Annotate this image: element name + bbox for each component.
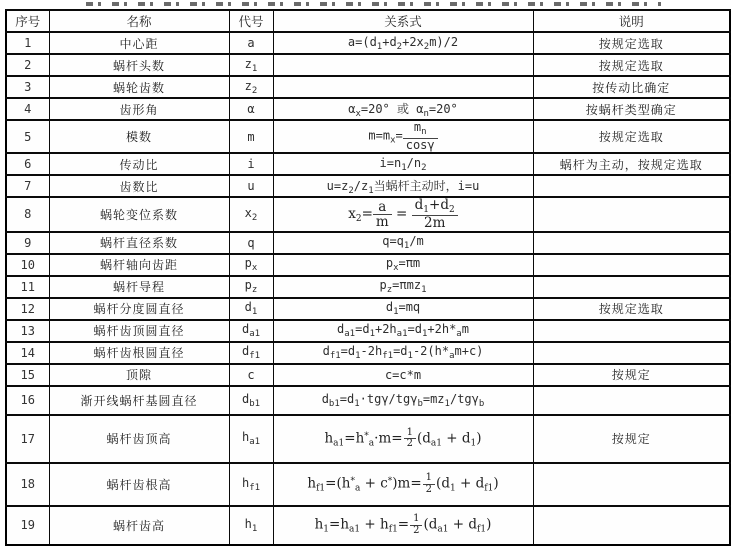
cell-name: 齿数比 bbox=[49, 175, 229, 197]
cell-symbol: q bbox=[229, 232, 273, 254]
cell-name: 渐开线蜗杆基圆直径 bbox=[49, 386, 229, 415]
header-description: 说明 bbox=[533, 10, 730, 32]
table-row bbox=[6, 254, 730, 276]
cell-name: 蜗轮齿数 bbox=[49, 76, 229, 98]
cell-description bbox=[533, 276, 730, 298]
cell-symbol: $z_1$ bbox=[229, 54, 273, 76]
cell-serial-number: 14 bbox=[6, 342, 49, 364]
cell-serial-number: 17 bbox=[6, 415, 49, 463]
cell-description bbox=[533, 506, 730, 545]
cell-formula: $d_{a1}=d_1+2h_{a1}=d_1+2h*_am$ bbox=[273, 320, 533, 342]
cell-description: 按传动比确定 bbox=[533, 76, 730, 98]
cell-symbol: $h_{a1}$ bbox=[229, 415, 273, 463]
cell-serial-number: 19 bbox=[6, 506, 49, 545]
cell-name: 蜗杆轴向齿距 bbox=[49, 254, 229, 276]
cell-description: 按规定 bbox=[533, 364, 730, 386]
cell-name: 中心距 bbox=[49, 32, 229, 54]
cell-formula: $a=(d_1+d_2+2x_2m)/2$ bbox=[273, 32, 533, 54]
cell-serial-number: 9 bbox=[6, 232, 49, 254]
cell-name: 蜗杆头数 bbox=[49, 54, 229, 76]
table-row bbox=[6, 32, 730, 54]
cell-serial-number: 4 bbox=[6, 98, 49, 120]
cell-symbol: u bbox=[229, 175, 273, 197]
cell-formula: $d_{b1}=d_1\cdot tg\gamma/tg\gamma_b=mz_1/tg\gamma_b$ bbox=[273, 386, 533, 415]
header-serial-number: 序号 bbox=[6, 10, 49, 32]
cell-formula: $\alpha_x=20^\circ$ 或 $\alpha_n=20^\circ$ bbox=[273, 98, 533, 120]
cell-serial-number: 13 bbox=[6, 320, 49, 342]
cell-symbol: $d_{b1}$ bbox=[229, 386, 273, 415]
cropped-title-fragments bbox=[86, 2, 661, 6]
cell-description bbox=[533, 232, 730, 254]
table-row bbox=[6, 197, 730, 232]
cell-name: 顶隙 bbox=[49, 364, 229, 386]
table-row bbox=[6, 175, 730, 197]
worm-gear-parameter-table bbox=[5, 9, 731, 546]
cell-description bbox=[533, 320, 730, 342]
table-row bbox=[6, 153, 730, 175]
cell-symbol: $d_{f1}$ bbox=[229, 342, 273, 364]
cell-symbol: $d_{a1}$ bbox=[229, 320, 273, 342]
cell-symbol: $z_2$ bbox=[229, 76, 273, 98]
table-row bbox=[6, 415, 730, 463]
cell-name: 蜗杆齿顶圆直径 bbox=[49, 320, 229, 342]
cell-description bbox=[533, 463, 730, 506]
cell-formula: $q=q_1/m$ bbox=[273, 232, 533, 254]
cell-serial-number: 5 bbox=[6, 120, 49, 153]
header-name: 名称 bbox=[49, 10, 229, 32]
cell-formula: $u=z_2/z_1$当蜗杆主动时，i=u bbox=[273, 175, 533, 197]
cell-formula bbox=[273, 76, 533, 98]
cell-name: 蜗杆齿高 bbox=[49, 506, 229, 545]
cell-serial-number: 7 bbox=[6, 175, 49, 197]
table-row bbox=[6, 98, 730, 120]
cell-name: 模数 bbox=[49, 120, 229, 153]
cell-description: 按规定选取 bbox=[533, 32, 730, 54]
table-row bbox=[6, 342, 730, 364]
table-row bbox=[6, 298, 730, 320]
cell-name: 蜗杆直径系数 bbox=[49, 232, 229, 254]
table-row bbox=[6, 276, 730, 298]
cell-symbol: a bbox=[229, 32, 273, 54]
cell-serial-number: 2 bbox=[6, 54, 49, 76]
cell-symbol: $x_2$ bbox=[229, 197, 273, 232]
cell-description: 按规定选取 bbox=[533, 298, 730, 320]
cell-formula: $x_2=$ $\frac{a}{m}$ = $\frac{d_1+d_2}{2m}$ bbox=[273, 197, 533, 232]
cell-serial-number: 3 bbox=[6, 76, 49, 98]
cell-serial-number: 11 bbox=[6, 276, 49, 298]
table-row bbox=[6, 386, 730, 415]
cell-symbol: $p_x$ bbox=[229, 254, 273, 276]
cell-formula bbox=[273, 54, 533, 76]
cell-serial-number: 8 bbox=[6, 197, 49, 232]
cell-name: 蜗杆导程 bbox=[49, 276, 229, 298]
table-row bbox=[6, 364, 730, 386]
cell-description bbox=[533, 342, 730, 364]
cell-symbol: m bbox=[229, 120, 273, 153]
cell-formula: c=c*m bbox=[273, 364, 533, 386]
table-row bbox=[6, 506, 730, 545]
cell-serial-number: 6 bbox=[6, 153, 49, 175]
cell-description: 按蜗杆类型确定 bbox=[533, 98, 730, 120]
cell-description: 按规定选取 bbox=[533, 54, 730, 76]
cell-name: 蜗杆分度圆直径 bbox=[49, 298, 229, 320]
table-row bbox=[6, 54, 730, 76]
table-row bbox=[6, 463, 730, 506]
cell-formula: $p_z=\pi mz_1$ bbox=[273, 276, 533, 298]
cell-symbol: $p_z$ bbox=[229, 276, 273, 298]
cell-description bbox=[533, 175, 730, 197]
cell-symbol: $h_1$ bbox=[229, 506, 273, 545]
cell-serial-number: 10 bbox=[6, 254, 49, 276]
cell-formula: $h_1=h_{a1} + h_{f1}=$ $\frac{1}{2}$ $(d_{a1} + d_{f1})$ bbox=[273, 506, 533, 545]
table-row bbox=[6, 76, 730, 98]
cell-symbol: $d_1$ bbox=[229, 298, 273, 320]
cell-description: 蜗杆为主动，按规定选取 bbox=[533, 153, 730, 175]
cell-name: 蜗杆齿根高 bbox=[49, 463, 229, 506]
cell-symbol: i bbox=[229, 153, 273, 175]
header-row bbox=[6, 10, 730, 32]
header-symbol: 代号 bbox=[229, 10, 273, 32]
cell-formula: $d_{f1}=d_1-2h_{f1}=d_1-2(h*_am+c)$ bbox=[273, 342, 533, 364]
cell-description bbox=[533, 197, 730, 232]
cell-formula: $i=n_1/n_2$ bbox=[273, 153, 533, 175]
cell-description: 按规定 bbox=[533, 415, 730, 463]
cell-name: 齿形角 bbox=[49, 98, 229, 120]
table-row bbox=[6, 320, 730, 342]
cell-description: 按规定选取 bbox=[533, 120, 730, 153]
cell-formula: $m=m_x=$ $\frac{m_n}{\cos\gamma}$ bbox=[273, 120, 533, 153]
cell-name: 传动比 bbox=[49, 153, 229, 175]
cell-name: 蜗轮变位系数 bbox=[49, 197, 229, 232]
cell-formula: $d_1=mq$ bbox=[273, 298, 533, 320]
cell-symbol: α bbox=[229, 98, 273, 120]
cell-description bbox=[533, 386, 730, 415]
cell-serial-number: 18 bbox=[6, 463, 49, 506]
cell-formula: $h_{f1}=(h^*_a + c^*)m=$ $\frac{1}{2}$ $(d_1 + d_{f1})$ bbox=[273, 463, 533, 506]
cell-serial-number: 12 bbox=[6, 298, 49, 320]
cell-description bbox=[533, 254, 730, 276]
cell-name: 蜗杆齿顶高 bbox=[49, 415, 229, 463]
header-formula: 关系式 bbox=[273, 10, 533, 32]
cell-formula: $h_{a1}=h^*_a\cdot m=$ $\frac{1}{2}$ $(d_{a1} + d_1)$ bbox=[273, 415, 533, 463]
cell-name: 蜗杆齿根圆直径 bbox=[49, 342, 229, 364]
cell-serial-number: 1 bbox=[6, 32, 49, 54]
cell-formula: $p_x=\pi m$ bbox=[273, 254, 533, 276]
cell-serial-number: 16 bbox=[6, 386, 49, 415]
table-row bbox=[6, 120, 730, 153]
cell-symbol: $h_{f1}$ bbox=[229, 463, 273, 506]
table-row bbox=[6, 232, 730, 254]
cell-symbol: c bbox=[229, 364, 273, 386]
cell-serial-number: 15 bbox=[6, 364, 49, 386]
